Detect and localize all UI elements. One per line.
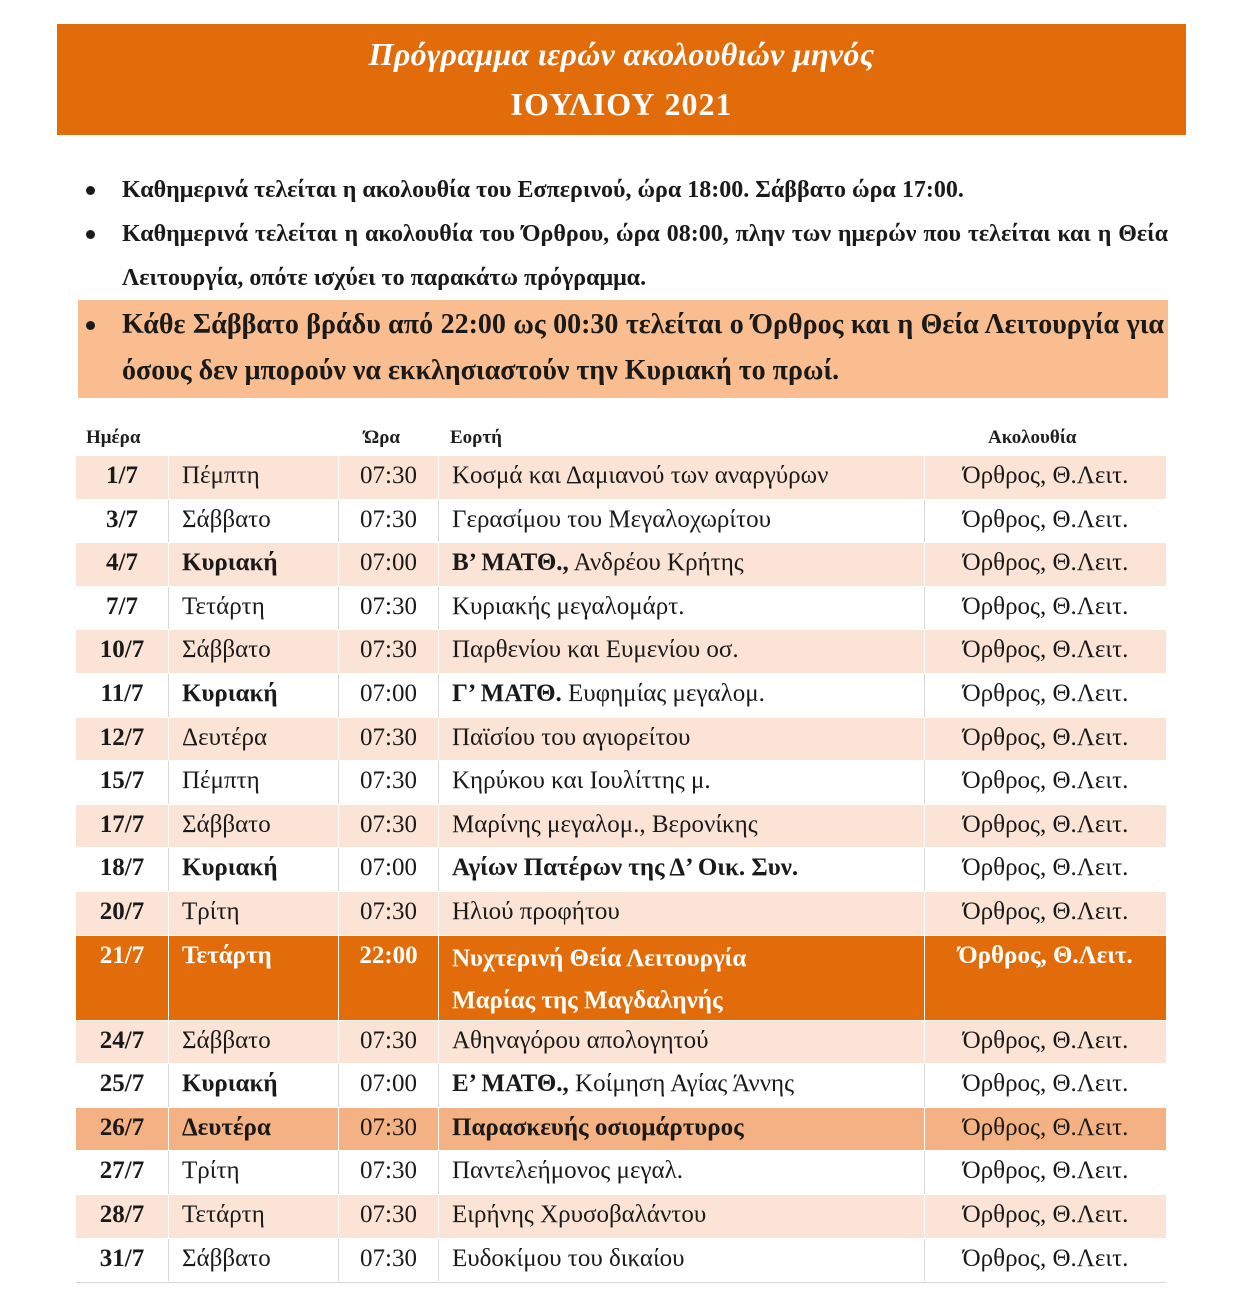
feast-bold-text: Αγίων Πατέρων της Δ’ Οικ. Συν. [452, 854, 799, 882]
cell-time: 07:30 [338, 630, 438, 673]
table-row [76, 1239, 1166, 1283]
cell-time: 07:30 [338, 892, 438, 935]
feast-bold-text: Παρασκευής οσιομάρτυρος [452, 1113, 744, 1141]
feast-bold-text: Νυχτερινή Θεία Λειτουργία [452, 944, 747, 972]
feast-text: Ειρήνης Χρυσοβαλάντου [452, 1200, 707, 1228]
cell-feast [438, 630, 924, 673]
cell-day: Πέμπτη [168, 456, 338, 499]
cell-day: Κυριακή [168, 674, 338, 717]
header-service: Ακολουθία [988, 427, 1077, 448]
header-day: Ημέρα [86, 427, 141, 448]
cell-service: Όρθρος, Θ.Λειτ. [924, 761, 1166, 804]
cell-time: 07:30 [338, 1021, 438, 1064]
table-row [76, 718, 1166, 762]
cell-date: 21/7 [99, 941, 145, 969]
cell-feast [438, 1108, 924, 1151]
cell-date: 10/7 [99, 636, 145, 664]
cell-time: 07:00 [338, 543, 438, 586]
note-item [78, 212, 1168, 300]
page-subtitle: ΙΟΥΛΙΟΥ 2021 [510, 86, 733, 122]
cell-time: 07:00 [338, 848, 438, 891]
cell-feast [438, 936, 924, 1020]
cell-day: Σάββατο [168, 630, 338, 673]
note-item [78, 168, 1168, 212]
table-row [76, 1064, 1166, 1108]
cell-service: Όρθρος, Θ.Λειτ. [924, 543, 1166, 586]
cell-date: 4/7 [106, 549, 138, 577]
cell-time: 07:30 [338, 500, 438, 543]
table-row [76, 500, 1166, 544]
cell-time: 07:30 [338, 761, 438, 804]
feast-text: Κυριακής μεγαλομάρτ. [452, 592, 685, 620]
feast-text: Αθηναγόρου απολογητού [452, 1026, 709, 1054]
cell-feast [438, 848, 924, 891]
cell-date: 17/7 [99, 810, 145, 838]
feast-bold-text: Ε’ ΜΑΤΘ., [452, 1070, 569, 1098]
cell-time: 07:30 [338, 456, 438, 499]
feast-text: Παντελεήμονος μεγαλ. [452, 1157, 683, 1185]
schedule-table [76, 456, 1166, 1283]
table-row [76, 630, 1166, 674]
table-row [76, 587, 1166, 631]
feast-text: Κοίμηση Αγίας Άννης [568, 1070, 794, 1098]
feast-text: Μαρίας της Μαγδαληνής [452, 986, 723, 1014]
table-row [76, 805, 1166, 849]
cell-time: 22:00 [338, 936, 438, 1020]
table-row [76, 761, 1166, 805]
cell-day: Τρίτη [168, 1151, 338, 1194]
note-text: Καθημερινά τελείται η ακολουθία του Όρθρου, ώρα 08:00, πλην των ημερών που τελείται και η Θεία Λειτουργία, οπότε ισχύει το παρακάτω πρόγραμμα. [122, 221, 1168, 291]
bullet-icon [86, 186, 95, 195]
table-header [76, 422, 1166, 454]
cell-service: Όρθρος, Θ.Λειτ. [924, 674, 1166, 717]
table-row [76, 1108, 1166, 1152]
cell-day: Δευτέρα [168, 718, 338, 761]
feast-text: Παρθενίου και Ευμενίου οσ. [452, 636, 739, 664]
cell-service: Όρθρος, Θ.Λειτ. [924, 630, 1166, 673]
feast-text: Κοσμά και Δαμιανού των αναργύρων [452, 462, 829, 489]
feast-text: Κηρύκου και Ιουλίττης μ. [452, 767, 711, 795]
feast-text: Ανδρέου Κρήτης [568, 549, 744, 577]
cell-day: Κυριακή [168, 1064, 338, 1107]
cell-day: Σάββατο [168, 1239, 338, 1282]
cell-service: Όρθρος, Θ.Λειτ. [924, 500, 1166, 543]
cell-time: 07:30 [338, 718, 438, 761]
cell-service: Όρθρος, Θ.Λειτ. [924, 1239, 1166, 1282]
cell-feast [438, 1195, 924, 1238]
cell-date: 20/7 [99, 897, 145, 925]
cell-day: Τρίτη [168, 892, 338, 935]
cell-time: 07:00 [338, 1064, 438, 1107]
page-header [57, 24, 1186, 135]
notes-list [78, 168, 1168, 398]
cell-time: 07:00 [338, 674, 438, 717]
feast-text: Ηλιού προφήτου [452, 897, 620, 925]
note-text: Κάθε Σάββατο βράδυ από 22:00 ως 00:30 τελείται ο Όρθρος και η Θεία Λειτουργία για όσους δεν μπορούν να εκκλησιαστούν την Κυριακή το πρωί. [122, 309, 1164, 386]
feast-text: Παϊσίου του αγιορείτου [452, 723, 691, 751]
cell-service: Όρθρος, Θ.Λειτ. [924, 848, 1166, 891]
bullet-icon [86, 321, 95, 330]
cell-service: Όρθρος, Θ.Λειτ. [924, 805, 1166, 848]
cell-feast [438, 805, 924, 848]
table-row [76, 936, 1166, 1021]
cell-service: Όρθρος, Θ.Λειτ. [924, 1021, 1166, 1064]
cell-date: 24/7 [99, 1026, 145, 1054]
cell-day: Δευτέρα [168, 1108, 338, 1151]
feast-text: Ευφημίας μεγαλομ. [561, 679, 765, 707]
cell-feast [438, 587, 924, 630]
cell-time: 07:30 [338, 1239, 438, 1282]
cell-service: Όρθρος, Θ.Λειτ. [924, 1151, 1166, 1194]
cell-service: Όρθρος, Θ.Λειτ. [924, 1195, 1166, 1238]
cell-date: 26/7 [99, 1113, 145, 1141]
cell-date: 11/7 [100, 679, 144, 707]
cell-date: 31/7 [99, 1244, 145, 1272]
feast-bold-text: Β’ ΜΑΤΘ., [452, 549, 569, 577]
cell-service: Όρθρος, Θ.Λειτ. [924, 936, 1166, 1020]
cell-feast [438, 1239, 924, 1282]
cell-day: Κυριακή [168, 543, 338, 586]
feast-text: Γερασίμου του Μεγαλοχωρίτου [452, 505, 772, 533]
cell-feast [438, 1064, 924, 1107]
cell-day: Σάββατο [168, 500, 338, 543]
cell-date: 1/7 [106, 462, 138, 489]
table-row [76, 456, 1166, 500]
cell-service: Όρθρος, Θ.Λειτ. [924, 587, 1166, 630]
cell-day: Τετάρτη [168, 587, 338, 630]
cell-time: 07:30 [338, 1151, 438, 1194]
feast-bold-text: Γ’ ΜΑΤΘ. [452, 679, 562, 707]
bullet-icon [86, 230, 95, 239]
cell-time: 07:30 [338, 587, 438, 630]
table-row [76, 1195, 1166, 1239]
cell-feast [438, 543, 924, 586]
cell-service: Όρθρος, Θ.Λειτ. [924, 1108, 1166, 1151]
cell-feast [438, 892, 924, 935]
cell-time: 07:30 [338, 805, 438, 848]
cell-day: Κυριακή [168, 848, 338, 891]
cell-day: Τετάρτη [168, 1195, 338, 1238]
cell-date: 28/7 [99, 1200, 145, 1228]
cell-service: Όρθρος, Θ.Λειτ. [924, 892, 1166, 935]
feast-text: Μαρίνης μεγαλομ., Βερονίκης [452, 810, 758, 838]
cell-feast [438, 500, 924, 543]
note-item-highlight [78, 300, 1168, 398]
cell-date: 7/7 [106, 592, 138, 620]
cell-feast [438, 1021, 924, 1064]
table-row [76, 848, 1166, 892]
cell-day: Σάββατο [168, 1021, 338, 1064]
header-feast: Εορτή [450, 427, 502, 448]
cell-date: 25/7 [99, 1070, 145, 1098]
cell-day: Τετάρτη [168, 936, 338, 1020]
table-row [76, 892, 1166, 936]
header-time: Ώρα [364, 427, 400, 448]
cell-time: 07:30 [338, 1195, 438, 1238]
feast-text: Ευδοκίμου του δικαίου [452, 1244, 685, 1272]
page-title: Πρόγραμμα ιερών ακολουθιών μηνός [368, 36, 875, 72]
cell-date: 18/7 [99, 854, 145, 882]
cell-date: 15/7 [99, 767, 145, 795]
cell-feast [438, 674, 924, 717]
cell-service: Όρθρος, Θ.Λειτ. [924, 718, 1166, 761]
table-row [76, 543, 1166, 587]
cell-service: Όρθρος, Θ.Λειτ. [924, 1064, 1166, 1107]
cell-feast [438, 718, 924, 761]
cell-day: Σάββατο [168, 805, 338, 848]
cell-feast [438, 1151, 924, 1194]
cell-time: 07:30 [338, 1108, 438, 1151]
cell-feast [438, 761, 924, 804]
table-row [76, 1021, 1166, 1065]
cell-service: Όρθρος, Θ.Λειτ. [924, 456, 1166, 499]
table-row [76, 674, 1166, 718]
cell-day: Πέμπτη [168, 761, 338, 804]
cell-date: 3/7 [106, 505, 138, 533]
cell-feast [438, 456, 924, 499]
note-text: Καθημερινά τελείται η ακολουθία του Εσπερινού, ώρα 18:00. Σάββατο ώρα 17:00. [122, 177, 964, 203]
cell-date: 12/7 [99, 723, 145, 751]
cell-date: 27/7 [99, 1157, 145, 1185]
table-row [76, 1151, 1166, 1195]
